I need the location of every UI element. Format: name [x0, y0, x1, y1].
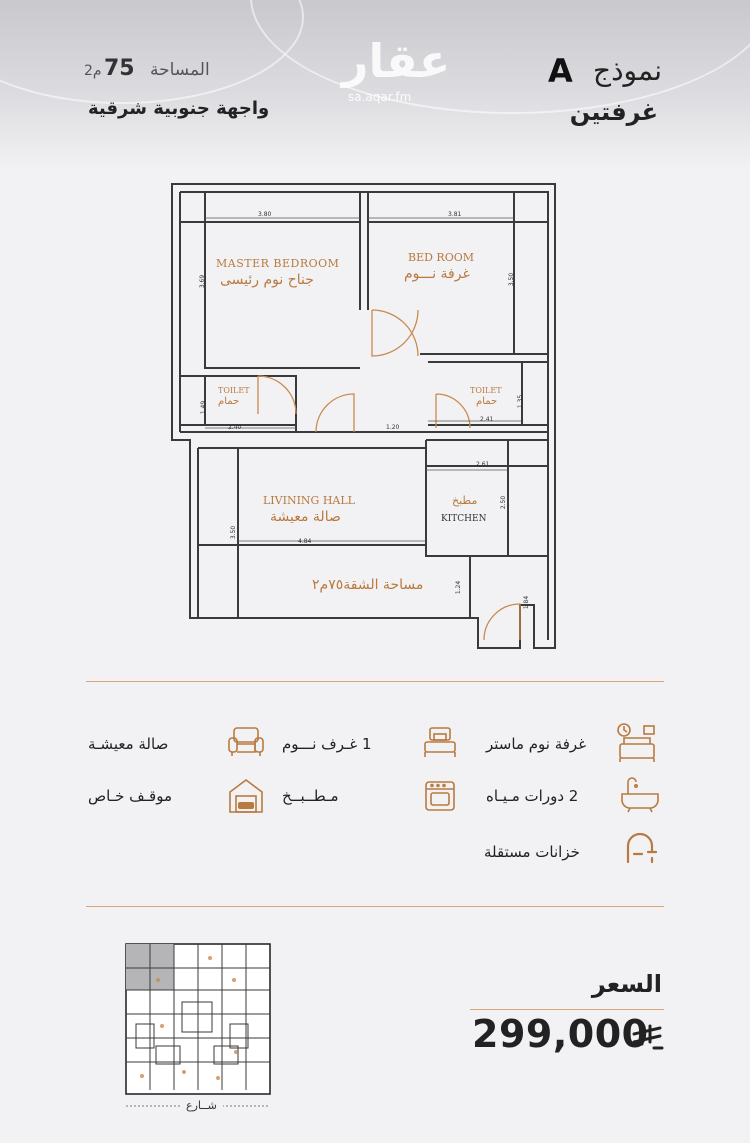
- dimension-label: 3.69: [199, 274, 207, 289]
- price-label: السعر: [591, 970, 662, 998]
- dimension-label: 1.24: [455, 580, 463, 595]
- room-label-en: TOILET: [470, 386, 502, 395]
- room-label-ar: غرفة نـــوم: [404, 266, 470, 282]
- dimension-label: 4.84: [298, 538, 312, 545]
- dimension-label: 1.35: [517, 394, 525, 409]
- price-value: 299,000: [472, 1012, 649, 1056]
- faucet-icon: [620, 828, 660, 868]
- room-label-en: LIVINING HALL: [263, 494, 355, 507]
- room-label-en: MASTER BEDROOM: [216, 257, 340, 270]
- price-underline: [470, 1009, 664, 1010]
- feature-label-tanks: خزانات مستقلة: [484, 843, 580, 861]
- feature-label-parking: موقـف خـاص: [88, 787, 173, 805]
- watermark-logo: عقار: [342, 34, 451, 88]
- site-plan-thumbnail: [122, 940, 272, 1110]
- area-label: المساحة: [150, 60, 210, 80]
- dimension-label: 2.50: [500, 495, 508, 510]
- model-letter: A: [548, 52, 573, 90]
- feature-label-living-hall: صالة معيشـة: [88, 735, 169, 753]
- watermark-url: sa.aqar.fm: [348, 90, 412, 104]
- facade-text: واجهة جنوبية شرقية: [88, 98, 270, 119]
- room-label-ar: حمام: [476, 396, 498, 407]
- dimension-label: 3.50: [230, 525, 238, 540]
- area-value: 75: [104, 56, 135, 81]
- feature-label-bathrooms: 2 دورات مـيـاه: [486, 787, 579, 805]
- riyal-icon: [630, 1022, 664, 1052]
- dimension-label: 3.81: [448, 211, 462, 218]
- area-unit: م2: [84, 63, 102, 79]
- room-label-en: BED ROOM: [408, 251, 475, 264]
- room-label-en: TOILET: [218, 386, 250, 395]
- room-label-ar: حمام: [218, 396, 240, 407]
- rooms-title: غرفتين: [569, 98, 658, 126]
- garage-icon: [226, 776, 266, 816]
- sofa-icon: [226, 724, 266, 760]
- feature-label-master-bedroom: غرفة نوم ماستر: [486, 735, 587, 753]
- room-label-ar: جناح نوم رئيسى: [220, 272, 314, 288]
- oven-icon: [420, 776, 460, 816]
- master-bedroom-icon: [614, 720, 660, 766]
- divider: [86, 681, 664, 682]
- apartment-area-label: مساحة الشقة٧٥م٢: [312, 577, 424, 593]
- dimension-label: 1.20: [386, 424, 400, 431]
- bed-icon: [420, 722, 460, 762]
- dimension-label: 2.61: [476, 461, 490, 468]
- feature-label-kitchen: مـطــبــخ: [282, 787, 339, 805]
- dimension-label: 1.49: [200, 400, 208, 415]
- room-label-ar: مطبخ: [452, 494, 478, 507]
- room-label-en: KITCHEN: [441, 514, 487, 524]
- model-word: نموذج: [593, 54, 662, 87]
- dimension-label: 1.84: [523, 595, 531, 610]
- bathtub-icon: [618, 774, 662, 814]
- dimension-label: 2.40: [228, 424, 242, 431]
- street-label: شــارع: [180, 1099, 223, 1112]
- divider: [86, 906, 664, 907]
- dimension-label: 3.80: [258, 211, 272, 218]
- feature-label-bedrooms: 1 غـرف نـــوم: [282, 735, 372, 753]
- room-label-ar: صالة معيشة: [270, 509, 341, 525]
- dimension-label: 3.50: [508, 272, 516, 287]
- dimension-label: 2.41: [480, 416, 494, 423]
